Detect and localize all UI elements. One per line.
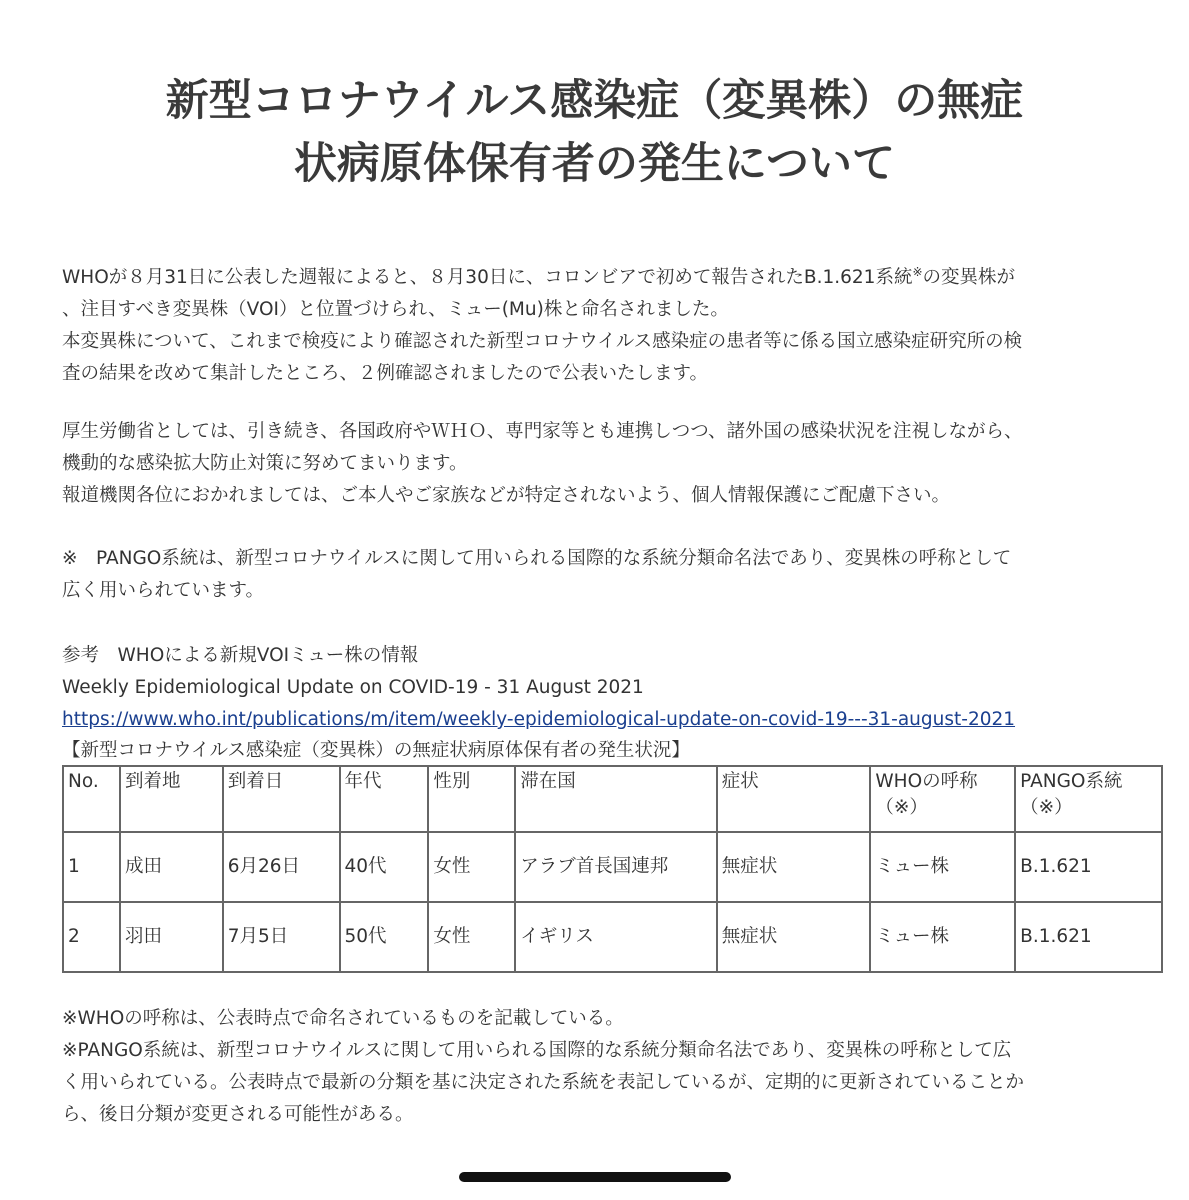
cell-arrival-date: 7月5日 xyxy=(223,902,340,972)
header-arrival-place: 到着地 xyxy=(120,766,223,832)
footnote-line-3: く用いられている。公表時点で最新の分類を基に決定された系統を表記しているが、定期的に更新されていることか xyxy=(62,1072,1025,1093)
intro-line-1 xyxy=(62,256,1162,294)
cell-pango-lineage: B.1.621 xyxy=(1015,832,1162,902)
policy-line-3: 報道機関各位におかれましては、ご本人やご家族などが特定されないよう、個人情報保護にご配慮下さい。 xyxy=(62,485,951,506)
header-country: 滞在国 xyxy=(515,766,717,832)
table-header-row xyxy=(63,766,1162,832)
header-no: No. xyxy=(63,766,120,832)
table-row xyxy=(63,832,1162,902)
reference-title: Weekly Epidemiological Update on COVID-19 - 31 August 2021 xyxy=(62,677,644,698)
cell-arrival-place: 成田 xyxy=(120,832,223,902)
cell-no: 2 xyxy=(63,902,120,972)
cell-arrival-place: 羽田 xyxy=(120,902,223,972)
intro-line-1-tail: の変異株が xyxy=(922,267,1016,289)
cell-symptoms: 無症状 xyxy=(717,902,871,972)
page-title xyxy=(40,70,1149,196)
home-indicator[interactable] xyxy=(459,1172,731,1182)
footnotes xyxy=(62,1003,1162,1131)
footnote-marker: ※ xyxy=(912,265,923,279)
header-sex: 性別 xyxy=(428,766,515,832)
cases-table xyxy=(62,765,1163,973)
footnote-line-1: ※WHOの呼称は、公表時点で命名されているものを記載している。 xyxy=(62,1008,624,1029)
cell-no: 1 xyxy=(63,832,120,902)
title-line-2: 状病原体保有者の発生について xyxy=(293,139,896,189)
header-who-name: WHOの呼称 （※） xyxy=(870,766,1015,832)
cell-age: 40代 xyxy=(340,832,429,902)
pango-note-line-1: ※ PANGO系統は、新型コロナウイルスに関して用いられる国際的な系統分類命名法であり、変異株の呼称として xyxy=(62,548,1012,569)
cell-symptoms: 無症状 xyxy=(717,832,871,902)
policy-line-1: 厚生労働省としては、引き続き、各国政府やＷＨＯ、専門家等とも連携しつつ、諸外国の感染状況を注視しながら、 xyxy=(62,421,1023,442)
intro-line-4: 査の結果を改めて集計したところ、２例確認されましたので公表いたします。 xyxy=(62,363,709,385)
intro-line-2: 、注目すべき変異株（VOI）と位置づけられ、ミュー(Mu)株と命名されました。 xyxy=(62,299,729,321)
cell-who-name: ミュー株 xyxy=(870,832,1015,902)
cell-who-name: ミュー株 xyxy=(870,902,1015,972)
title-line-1: 新型コロナウイルス感染症（変異株）の無症 xyxy=(165,76,1024,126)
cell-arrival-date: 6月26日 xyxy=(223,832,340,902)
header-pango-lineage: PANGO系統 （※） xyxy=(1015,766,1162,832)
policy-paragraph xyxy=(62,416,1162,512)
cell-pango-lineage: B.1.621 xyxy=(1015,902,1162,972)
table-caption: 【新型コロナウイルス感染症（変異株）の無症状病原体保有者の発生状況】 xyxy=(62,740,690,761)
header-age: 年代 xyxy=(340,766,429,832)
cell-sex: 女性 xyxy=(428,832,515,902)
cell-country: アラブ首長国連邦 xyxy=(515,832,717,902)
cell-age: 50代 xyxy=(340,902,429,972)
table-row xyxy=(63,902,1162,972)
policy-line-2: 機動的な感染拡大防止対策に努めてまいります。 xyxy=(62,453,468,474)
reference-link[interactable]: https://www.who.int/publications/m/item/weekly-epidemiological-update-on-covid-19---31-august-2021 xyxy=(62,709,1016,730)
intro-line-1-text: WHOが８月31日に公表した週報によると、８月30日に、コロンビアで初めて報告されたB.1.621系統 xyxy=(62,267,913,289)
pango-note-line-2: 広く用いられています。 xyxy=(62,580,265,601)
intro-paragraph xyxy=(62,256,1162,390)
header-symptoms: 症状 xyxy=(717,766,871,832)
reference-heading: 参考 WHOによる新規VOIミュー株の情報 xyxy=(62,645,419,666)
header-arrival-date: 到着日 xyxy=(223,766,340,832)
pango-note xyxy=(62,543,1162,607)
cell-country: イギリス xyxy=(515,902,717,972)
footnote-line-4: ら、後日分類が変更される可能性がある。 xyxy=(62,1104,414,1125)
intro-line-3: 本変異株について、これまで検疫により確認された新型コロナウイルス感染症の患者等に係る国立感染症研究所の検 xyxy=(62,331,1023,353)
cell-sex: 女性 xyxy=(428,902,515,972)
footnote-line-2: ※PANGO系統は、新型コロナウイルスに関して用いられる国際的な系統分類命名法であり、変異株の呼称として広 xyxy=(62,1040,1012,1061)
reference-section xyxy=(62,640,1162,736)
